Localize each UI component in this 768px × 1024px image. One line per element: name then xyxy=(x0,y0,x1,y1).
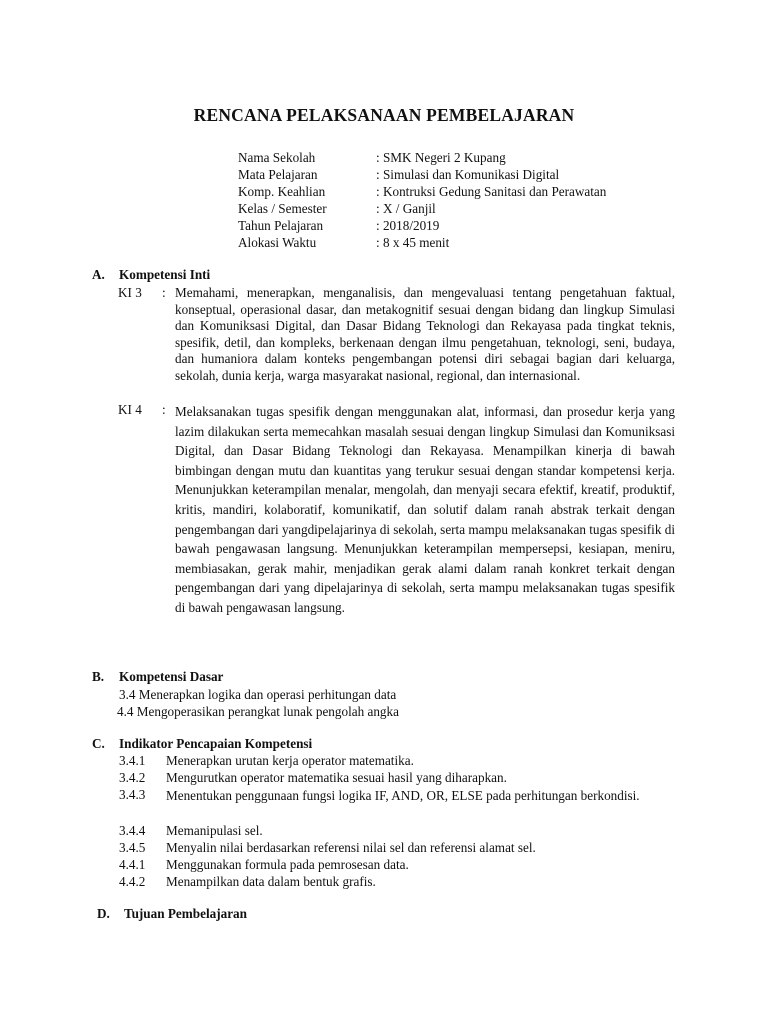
section-heading-b xyxy=(92,668,223,686)
section-heading-c xyxy=(92,735,312,753)
info-label: Nama Sekolah xyxy=(238,150,316,165)
indicator-number: 3.4.3 xyxy=(119,787,146,802)
ki4-colon: : xyxy=(162,402,166,417)
ki3-colon: : xyxy=(162,285,166,300)
info-label: Kelas / Semester xyxy=(238,201,327,216)
section-title: Indikator Pencapaian Kompetensi xyxy=(119,736,313,751)
info-label: Alokasi Waktu xyxy=(238,235,317,250)
indicator-number: 3.4.1 xyxy=(119,753,146,768)
info-row-class-semester xyxy=(238,200,606,217)
section-letter: C. xyxy=(92,736,105,751)
indicator-text: Menentukan penggunaan fungsi logika IF, AND, OR, ELSE pada perhitungan berkondisi. xyxy=(166,788,640,803)
section-letter: D. xyxy=(97,906,110,921)
info-row-academic-year xyxy=(238,217,606,234)
info-block xyxy=(238,149,606,251)
info-row-school xyxy=(238,149,606,166)
section-title: Kompetensi Inti xyxy=(119,267,211,282)
kd-item: 3.4 Menerapkan logika dan operasi perhitungan data xyxy=(119,687,397,702)
kd-item: 4.4 Mengoperasikan perangkat lunak pengolah angka xyxy=(117,704,399,719)
section-title: Tujuan Pembelajaran xyxy=(124,906,247,921)
indicator-number: 3.4.5 xyxy=(119,840,146,855)
info-row-time-allocation xyxy=(238,234,606,251)
info-label: Komp. Keahlian xyxy=(238,184,326,199)
section-heading-d xyxy=(97,905,247,923)
section-title: Kompetensi Dasar xyxy=(119,669,224,684)
ki4-text: Melaksanakan tugas spesifik dengan menggunakan alat, informasi, dan prosedur kerja yang lazim dilakukan serta memecahkan masalah sesuai dengan lingkup Simulasi dan Komuniksasi Digital, dan Dasar Bidang Teknologi dan Rekayasa. Menampilkan kinerja di bawah bimbingan dengan mutu dan kuantitas yang terukur sesuai dengan standar kompetensi kerja. Menunjukkan keterampilan menalar, mengolah, dan menyaji secara efektif, kreatif, produktif, kritis, mandiri, kolaboratif, komunikatif, dan solutif dalam ranah abstrak terkait dengan pengembangan dari yangdipelajarinya di sekolah, serta mampu melaksanakan tugas spesifik di bawah pengawasan langsung. Menunjukkan keterampilan mempersepsi, kesiapan, meniru, membiasakan, gerak mahir, menjadikan gerak alami dalam ranah konkret terkait dengan pengembangan dari yang dipelajarinya di sekolah, serta mampu melaksanakan tugas spesifik di bawah pengawasan langsung. xyxy=(175,404,675,615)
info-value: : 2018/2019 xyxy=(376,218,440,233)
indicator-number: 4.4.2 xyxy=(119,874,146,889)
section-letter: B. xyxy=(92,669,105,684)
info-value: : 8 x 45 menit xyxy=(376,235,450,250)
section-letter: A. xyxy=(92,267,105,282)
info-value: : X / Ganjil xyxy=(376,201,436,216)
info-value: : Simulasi dan Komunikasi Digital xyxy=(376,167,560,182)
indicator-text: Menerapkan urutan kerja operator matematika. xyxy=(166,753,414,768)
info-value: : Kontruksi Gedung Sanitasi dan Perawatan xyxy=(376,184,607,199)
indicator-number: 4.4.1 xyxy=(119,857,146,872)
info-label: Mata Pelajaran xyxy=(238,167,318,182)
indicator-text: Menampilkan data dalam bentuk grafis. xyxy=(166,874,376,889)
section-heading-a xyxy=(92,266,210,284)
indicator-number: 3.4.4 xyxy=(119,823,146,838)
info-value: : SMK Negeri 2 Kupang xyxy=(376,150,506,165)
indicator-text: Memanipulasi sel. xyxy=(166,823,263,838)
page-title: RENCANA PELAKSANAAN PEMBELAJARAN xyxy=(193,105,575,125)
ki3-label: KI 3 xyxy=(118,285,142,300)
ki3-text: Memahami, menerapkan, menganalisis, dan mengevaluasi tentang pengetahuan faktual, konseptual, operasional dasar, dan metakognitif sesuai dengan bidang dan lingkup Simulasi dan Komuniksasi Digital, dan Dasar Bidang Teknologi dan Rekayasa pada tingkat teknis, spesifik, detil, dan kompleks, berkenaan dengan ilmu pengetahuan, teknologi, seni, budaya, dan humaniora dalam konteks pengembangan potensi diri sebagai bagian dari keluarga, sekolah, dunia kerja, warga masyarakat nasional, regional, dan internasional. xyxy=(175,285,675,383)
ki4-label: KI 4 xyxy=(118,402,142,417)
info-label: Tahun Pelajaran xyxy=(238,218,324,233)
indicator-number: 3.4.2 xyxy=(119,770,146,785)
indicator-text: Menyalin nilai berdasarkan referensi nilai sel dan referensi alamat sel. xyxy=(166,840,536,855)
indicator-text: Mengurutkan operator matematika sesuai hasil yang diharapkan. xyxy=(166,770,507,785)
indicator-text: Menggunakan formula pada pemrosesan data. xyxy=(166,857,409,872)
info-row-expertise xyxy=(238,183,606,200)
info-row-subject xyxy=(238,166,606,183)
